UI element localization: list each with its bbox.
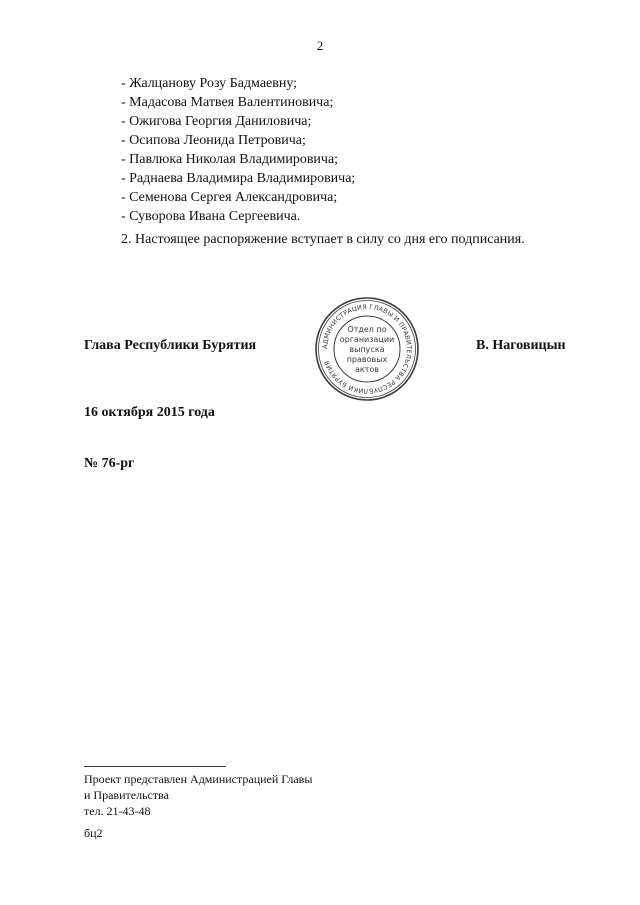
signatory-name: В. Наговицын	[476, 338, 566, 353]
list-item: - Ожигова Георгия Даниловича;	[121, 114, 312, 129]
page-number: 2	[316, 38, 324, 53]
footnote-line: и Правительства	[84, 788, 169, 802]
footnote-divider	[84, 766, 226, 767]
list-item: - Мадасова Матвея Валентиновича;	[121, 95, 334, 110]
list-item: - Раднаева Владимира Владимировича;	[121, 171, 356, 186]
seal-line: организации	[339, 335, 395, 344]
seal-line: правовых	[346, 355, 388, 364]
footnote-line: Проект представлен Администрацией Главы	[84, 772, 313, 786]
footnote-phone: тел. 21-43-48	[84, 804, 151, 818]
document-code: бц2	[84, 826, 103, 840]
seal-graphic	[314, 296, 420, 402]
official-seal	[314, 296, 420, 402]
effective-clause: 2. Настоящее распоряжение вступает в силу со дня его подписания.	[121, 232, 525, 247]
list-item: - Суворова Ивана Сергеевича.	[121, 209, 301, 224]
seal-line: Отдел по	[347, 325, 387, 334]
signatory-title: Глава Республики Бурятия	[84, 338, 257, 353]
seal-line: выпуска	[349, 345, 385, 354]
list-item: - Жалцанову Розу Бадмаевну;	[121, 76, 298, 91]
document-number: № 76-рг	[84, 456, 135, 471]
list-item: - Павлюка Николая Владимировича;	[121, 152, 339, 167]
document-date: 16 октября 2015 года	[84, 405, 215, 420]
seal-outer-text: АДМИНИСТРАЦИЯ ГЛАВЫ И ПРАВИТЕЛЬСТВА РЕСПУБЛИКИ БУРЯТИЯ	[320, 302, 414, 396]
seal-line: актов	[354, 365, 380, 374]
list-item: - Семенова Сергея Александровича;	[121, 190, 338, 205]
footnote	[84, 771, 312, 819]
list-item: - Осипова Леонида Петровича;	[121, 133, 306, 148]
names-list	[121, 74, 355, 226]
